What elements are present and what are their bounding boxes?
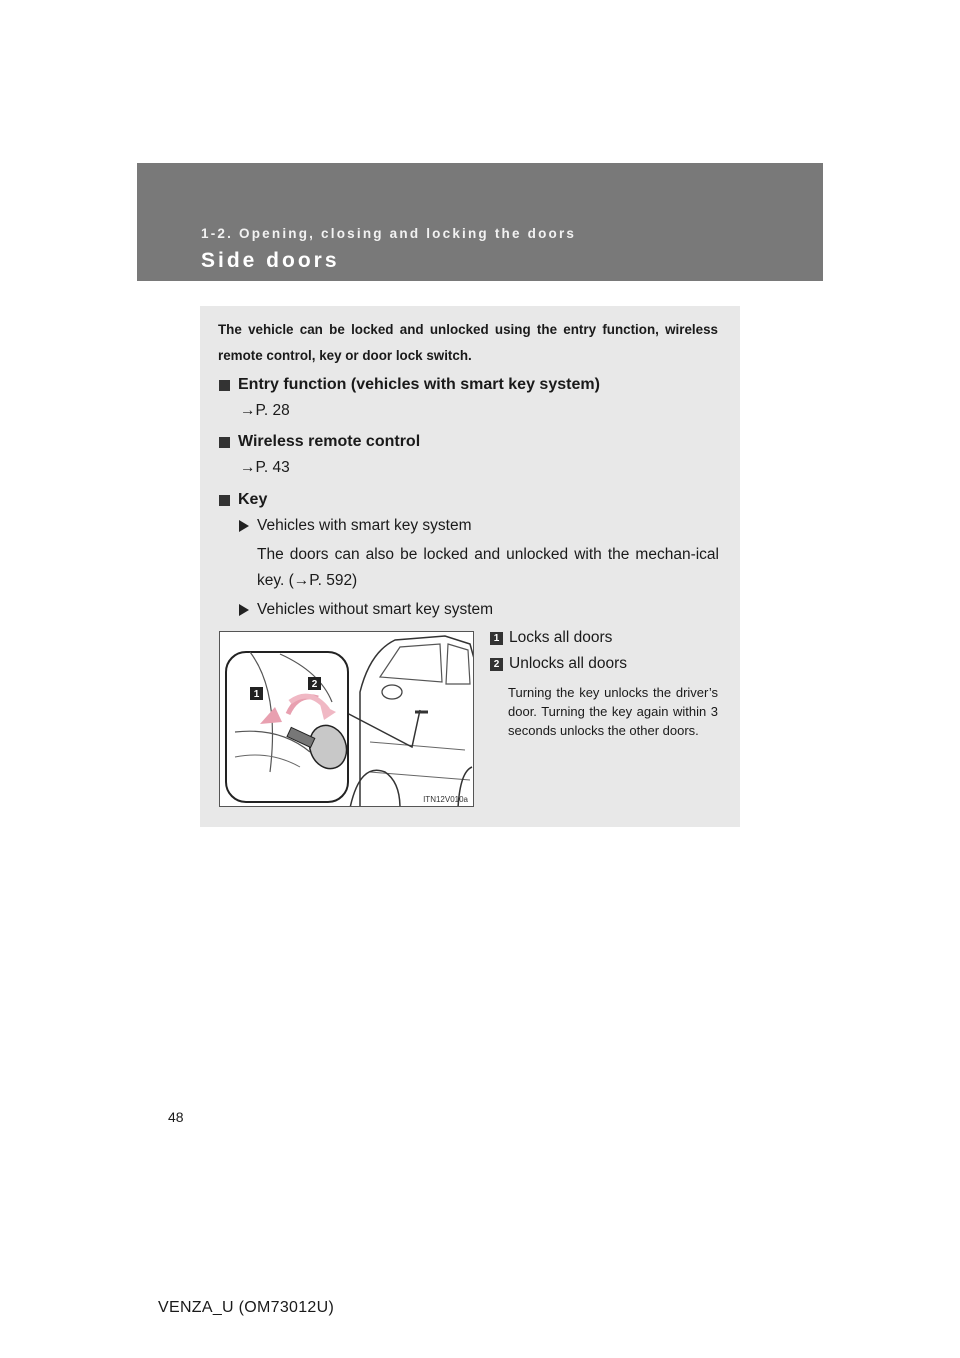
- section-label: 1-2. Opening, closing and locking the doors: [201, 226, 577, 241]
- callout-2: 2: [311, 679, 318, 690]
- section-header: [137, 163, 823, 281]
- step-lock-label: Locks all doors: [509, 629, 613, 646]
- figure-code: ITN12V010a: [423, 795, 468, 804]
- no-smart-key-label: Vehicles without smart key system: [257, 601, 494, 618]
- entry-heading: [219, 376, 600, 394]
- no-smart-key-item: [239, 601, 493, 619]
- page-title: Side doors: [201, 249, 340, 272]
- wireless-page-ref: →P. 43: [240, 459, 290, 476]
- square-bullet-icon: [219, 380, 230, 391]
- entry-heading-label: Entry function (vehicles with smart key system): [238, 376, 600, 393]
- step-unlock-label: Unlocks all doors: [509, 655, 628, 672]
- square-bullet-icon: [219, 437, 230, 448]
- wireless-heading-label: Wireless remote control: [238, 433, 421, 450]
- unlock-note: Turning the key unlocks the driver’s door. Turning the key again within 3 seconds unlocks the other doors.: [508, 685, 718, 738]
- content-panel: [200, 306, 740, 827]
- door-lock-illustration: [219, 631, 474, 807]
- key-heading: [219, 491, 267, 509]
- page-number: 48: [168, 1109, 184, 1125]
- smart-key-label: Vehicles with smart key system: [257, 517, 472, 534]
- square-bullet-icon: [219, 495, 230, 506]
- triangle-bullet-icon: [239, 604, 249, 616]
- triangle-bullet-icon: [239, 520, 249, 532]
- intro-text: The vehicle can be locked and unlocked using the entry function, wireless remote control, key or door lock switch.: [218, 322, 718, 363]
- callout-1: 1: [253, 689, 260, 700]
- wireless-heading: [219, 433, 420, 451]
- car-door-key-drawing: [220, 632, 474, 807]
- step-lock: [490, 629, 612, 647]
- step-number-1: 1: [490, 632, 503, 645]
- key-heading-label: Key: [238, 491, 268, 508]
- document-footer: VENZA_U (OM73012U): [158, 1299, 335, 1316]
- smart-key-item: [239, 517, 471, 535]
- entry-page-ref: →P. 28: [240, 402, 290, 419]
- step-unlock: [490, 655, 627, 673]
- step-number-2: 2: [490, 658, 503, 671]
- smart-key-text: The doors can also be locked and unlocked with the mechan-ical key. (→P. 592): [257, 546, 719, 589]
